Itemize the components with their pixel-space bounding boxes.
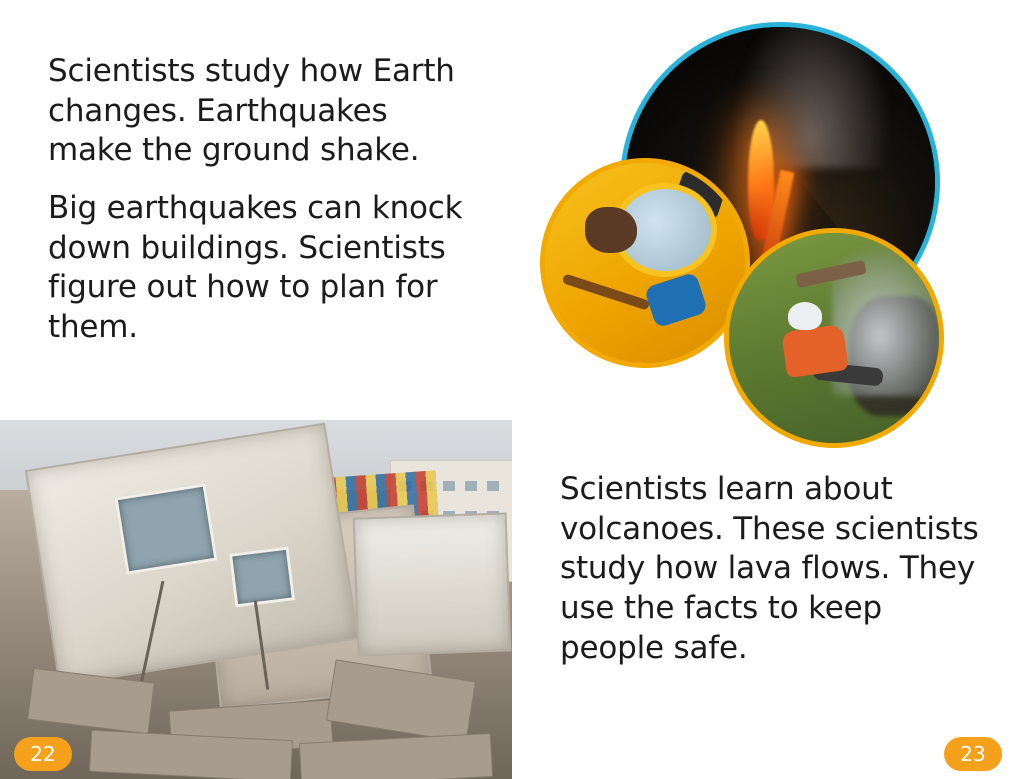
- scientist-measuring-lava-field-photo: [724, 228, 944, 448]
- left-page-text: [48, 52, 478, 366]
- face-visor: [585, 207, 637, 253]
- page-number-left: 22: [14, 737, 72, 771]
- right-page-text: [560, 470, 990, 686]
- right-page: [512, 0, 1024, 779]
- paragraph: Big earthquakes can knock down buildings. Scientists figure out how to plan for them.: [48, 190, 463, 346]
- collapsed-building-rubble-photo: [0, 420, 512, 779]
- building-slab: [353, 512, 512, 656]
- paragraph: Scientists learn about volcanoes. These scientists study how lava flows. They use the facts to keep people safe.: [560, 471, 979, 666]
- broken-window: [229, 547, 295, 608]
- broken-window: [114, 483, 217, 574]
- scientist-in-heat-suit-photo: [540, 158, 750, 368]
- page-number-right: 23: [944, 737, 1002, 771]
- paragraph: Scientists study how Earth changes. Earthquakes make the ground shake.: [48, 53, 455, 169]
- scientist-helmet: [788, 302, 822, 330]
- scientist-jacket: [781, 323, 849, 377]
